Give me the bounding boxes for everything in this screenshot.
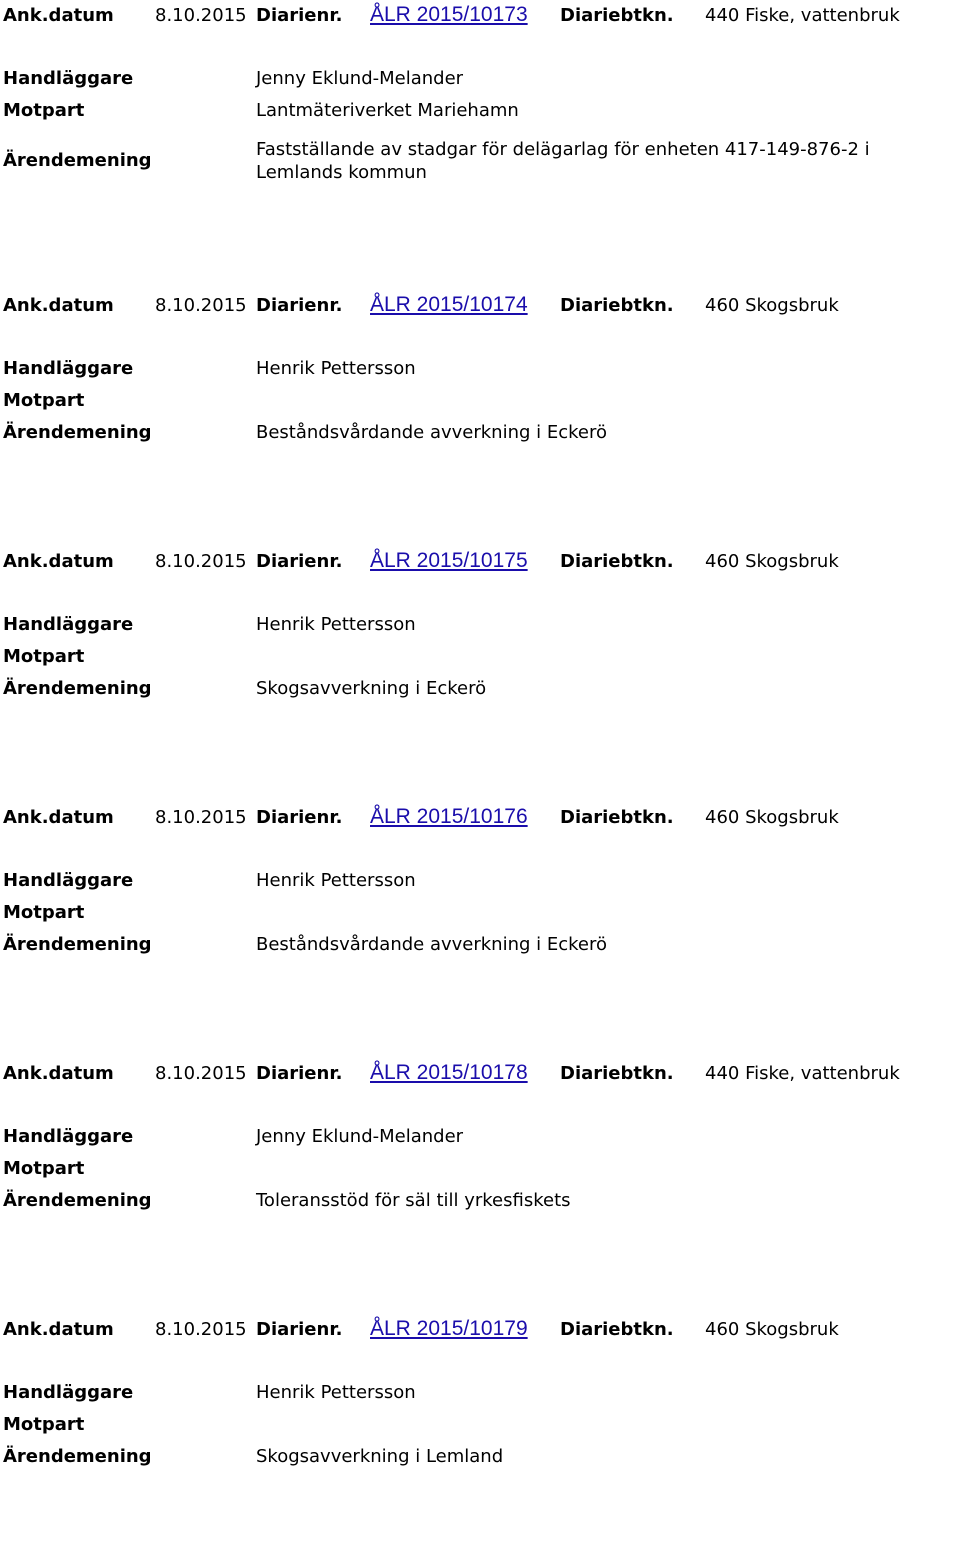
diarienr-link[interactable]: ÅLR 2015/10173 [370, 3, 528, 26]
diarienr-label: Diarienr. [256, 295, 343, 316]
handlaggare-value: Henrik Pettersson [256, 1382, 416, 1403]
entry-header-row [0, 4, 960, 34]
handlaggare-value: Henrik Pettersson [256, 870, 416, 891]
ank-datum-label: Ank.datum [3, 551, 114, 572]
handlaggare-value: Jenny Eklund-Melander [256, 68, 464, 89]
diarienr-label: Diarienr. [256, 551, 343, 572]
handlaggare-label: Handläggare [3, 1382, 134, 1403]
arendemening-value: Skogsavverkning i Lemland [256, 1446, 504, 1467]
motpart-label: Motpart [3, 902, 85, 923]
diarienr-label: Diarienr. [256, 5, 343, 26]
diarienr-link[interactable]: ÅLR 2015/10175 [370, 549, 528, 572]
ank-datum-label: Ank.datum [3, 807, 114, 828]
arendemening-label: Ärendemening [3, 934, 152, 955]
handlaggare-label: Handläggare [3, 870, 134, 891]
diariebtkn-value: 440 Fiske, vattenbruk [705, 1063, 900, 1084]
motpart-label: Motpart [3, 646, 85, 667]
diarienr-link[interactable]: ÅLR 2015/10179 [370, 1317, 528, 1340]
handlaggare-label: Handläggare [3, 1126, 134, 1147]
ank-datum-value: 8.10.2015 [155, 1063, 247, 1084]
diary-entry [0, 550, 960, 800]
diariebtkn-label: Diariebtkn. [560, 551, 674, 572]
entry-header-row [0, 550, 960, 580]
diariebtkn-value: 460 Skogsbruk [705, 807, 839, 828]
ank-datum-value: 8.10.2015 [155, 1319, 247, 1340]
diary-entry [0, 4, 960, 254]
diarienr-label: Diarienr. [256, 1063, 343, 1084]
arendemening-value: Fastställande av stadgar för delägarlag för enheten 417-149-876-2 i Lemlands kommun [256, 139, 870, 183]
diariebtkn-value: 460 Skogsbruk [705, 551, 839, 572]
diariebtkn-label: Diariebtkn. [560, 1063, 674, 1084]
diariebtkn-label: Diariebtkn. [560, 295, 674, 316]
handlaggare-value: Henrik Pettersson [256, 614, 416, 635]
diariebtkn-label: Diariebtkn. [560, 5, 674, 26]
motpart-label: Motpart [3, 100, 85, 121]
arendemening-value: Beståndsvårdande avverkning i Eckerö [256, 422, 608, 443]
motpart-label: Motpart [3, 1414, 85, 1435]
diarienr-label: Diarienr. [256, 807, 343, 828]
arendemening-value: Toleransstöd för säl till yrkesfiskets [256, 1190, 571, 1211]
entry-header-row [0, 1318, 960, 1348]
diariebtkn-value: 460 Skogsbruk [705, 295, 839, 316]
diariebtkn-value: 440 Fiske, vattenbruk [705, 5, 900, 26]
diariebtkn-label: Diariebtkn. [560, 807, 674, 828]
entry-header-row [0, 806, 960, 836]
entry-header-row [0, 294, 960, 324]
motpart-value: Lantmäteriverket Mariehamn [256, 100, 519, 121]
diariebtkn-value: 460 Skogsbruk [705, 1319, 839, 1340]
diarienr-link[interactable]: ÅLR 2015/10176 [370, 805, 528, 828]
arendemening-label: Ärendemening [3, 678, 152, 699]
handlaggare-label: Handläggare [3, 358, 134, 379]
ank-datum-label: Ank.datum [3, 1063, 114, 1084]
ank-datum-value: 8.10.2015 [155, 551, 247, 572]
ank-datum-value: 8.10.2015 [155, 807, 247, 828]
arendemening-value: Skogsavverkning i Eckerö [256, 678, 487, 699]
diarienr-label: Diarienr. [256, 1319, 343, 1340]
ank-datum-value: 8.10.2015 [155, 295, 247, 316]
handlaggare-label: Handläggare [3, 614, 134, 635]
entry-header-row [0, 1062, 960, 1092]
ank-datum-label: Ank.datum [3, 1319, 114, 1340]
arendemening-label: Ärendemening [3, 422, 152, 443]
handlaggare-value: Jenny Eklund-Melander [256, 1126, 464, 1147]
diary-entry [0, 806, 960, 1056]
arendemening-value: Beståndsvårdande avverkning i Eckerö [256, 934, 608, 955]
motpart-label: Motpart [3, 390, 85, 411]
diarienr-link[interactable]: ÅLR 2015/10178 [370, 1061, 528, 1084]
ank-datum-label: Ank.datum [3, 295, 114, 316]
diarienr-link[interactable]: ÅLR 2015/10174 [370, 293, 528, 316]
ank-datum-label: Ank.datum [3, 5, 114, 26]
ank-datum-value: 8.10.2015 [155, 5, 247, 26]
motpart-label: Motpart [3, 1158, 85, 1179]
arendemening-label: Ärendemening [3, 1190, 152, 1211]
diariebtkn-label: Diariebtkn. [560, 1319, 674, 1340]
diary-entry [0, 1318, 960, 1568]
handlaggare-value: Henrik Pettersson [256, 358, 416, 379]
diary-entry [0, 1062, 960, 1312]
diary-entry [0, 294, 960, 544]
handlaggare-label: Handläggare [3, 68, 134, 89]
arendemening-label: Ärendemening [3, 150, 152, 171]
arendemening-label: Ärendemening [3, 1446, 152, 1467]
